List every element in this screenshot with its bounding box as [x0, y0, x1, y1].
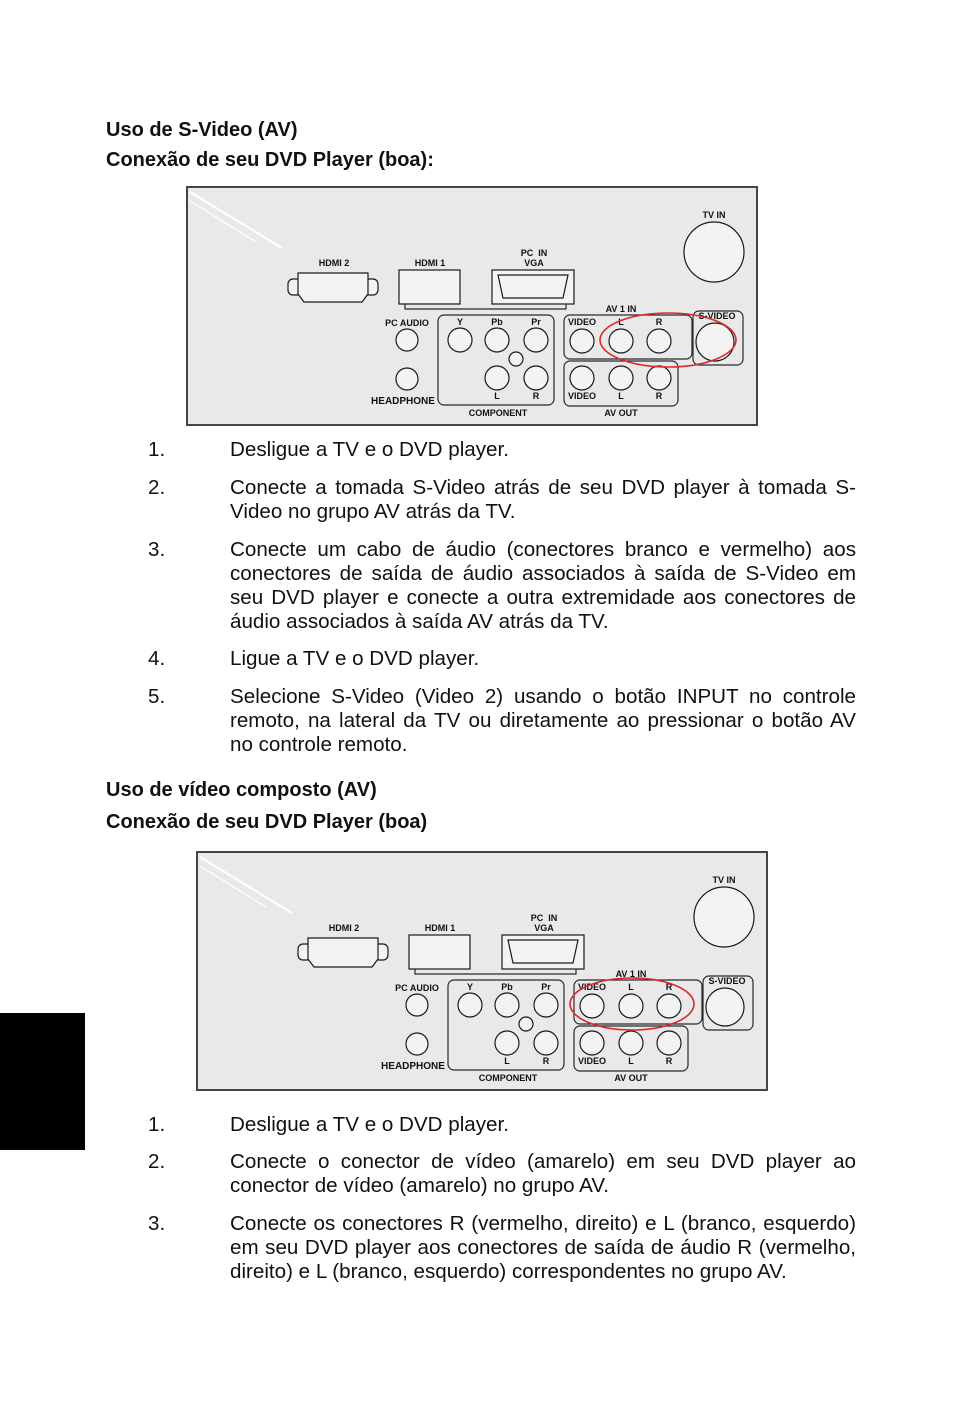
step-number: 3. [148, 1212, 166, 1235]
hdmi1-label: HDMI 1 [424, 923, 456, 933]
av-out-label: AV OUT [604, 408, 638, 418]
section-subheading: Conexão de seu DVD Player (boa): [106, 149, 434, 171]
av1-r-label: R [655, 317, 663, 327]
av1-in-label: AV 1 IN [605, 304, 637, 314]
av-out-r-label: R [665, 1056, 673, 1066]
s-video-label: S-VIDEO [698, 311, 736, 321]
headphone-label: HEADPHONE [371, 396, 435, 407]
section-subheading: Conexão de seu DVD Player (boa) [106, 811, 428, 833]
pc-audio-label: PC AUDIO [395, 983, 439, 993]
av-out-l-label: L [618, 391, 624, 401]
av-out-r-jack [657, 1031, 681, 1055]
step-number: 3. [148, 538, 166, 561]
step-text: Desligue a TV e o DVD player. [230, 1113, 509, 1136]
step-item [148, 538, 856, 634]
step-text: Selecione S-Video (Video 2) usando o botão INPUT no controle remoto, na lateral da TV ou diretamente ao pressionar o botão AV no controle remoto. [230, 685, 856, 756]
panel-diagram-composite-video [196, 851, 768, 1091]
pc-audio-jack [406, 994, 428, 1016]
hdmi2-label: HDMI 2 [318, 258, 350, 268]
component-audio-l-jack [485, 366, 509, 390]
component-label: COMPONENT [468, 408, 528, 418]
av1-l-jack [619, 994, 643, 1018]
av1-video-label: VIDEO [567, 317, 597, 327]
component-r-label: R [532, 391, 540, 401]
side-thumb-tab [0, 1013, 85, 1150]
av-out-video-jack [570, 366, 594, 390]
component-y-label: Y [466, 982, 474, 992]
step-text: Ligue a TV e o DVD player. [230, 647, 480, 670]
av-out-label: AV OUT [614, 1073, 648, 1083]
hdmi1-label: HDMI 1 [414, 258, 446, 268]
tv-rear-panel-diagram [186, 186, 758, 426]
pc-in-label: PC IN [530, 913, 558, 923]
component-pb-jack [495, 993, 519, 1017]
av-out-l-label: L [628, 1056, 634, 1066]
step-text: Conecte um cabo de áudio (conectores branco e vermelho) aos conectores de saída de áudio associados à saída de S-Video em seu DVD player e conecte a outra extremidade aos conectores de áudio associados à saída AV atrás da TV. [230, 538, 856, 633]
hdmi2-port [308, 938, 378, 967]
component-pr-jack [524, 328, 548, 352]
step-item [148, 438, 856, 462]
tv-in-jack [694, 887, 754, 947]
component-pr-jack [534, 993, 558, 1017]
av1-l-label: L [628, 982, 634, 992]
step-text: Conecte o conector de vídeo (amarelo) em seu DVD player ao conector de vídeo (amarelo) no grupo AV. [230, 1150, 856, 1197]
step-number: 2. [148, 476, 166, 499]
tv-in-label: TV IN [712, 875, 736, 885]
step-number: 1. [148, 1113, 166, 1136]
tv-in-jack [684, 222, 744, 282]
component-pr-label: Pr [531, 317, 541, 327]
av-out-l-jack [619, 1031, 643, 1055]
headphone-jack [396, 368, 418, 390]
step-item [148, 685, 856, 757]
av1-l-label: L [618, 317, 624, 327]
pc-audio-jack [396, 329, 418, 351]
vga-label: VGA [524, 258, 544, 268]
av-out-video-label: VIDEO [577, 1056, 607, 1066]
component-audio-r-jack [524, 366, 548, 390]
s-video-jack [706, 988, 744, 1026]
component-pr-label: Pr [541, 982, 551, 992]
section-heading: Uso de S-Video (AV) [106, 119, 298, 141]
av1-r-label: R [665, 982, 673, 992]
av-out-video-jack [580, 1031, 604, 1055]
step-number: 5. [148, 685, 166, 708]
tv-in-label: TV IN [702, 210, 726, 220]
component-audio-r-jack [534, 1031, 558, 1055]
av-out-r-jack [647, 366, 671, 390]
headphone-label: HEADPHONE [381, 1061, 445, 1072]
panel-diagram-s-video [186, 186, 758, 426]
step-item [148, 1212, 856, 1284]
component-center-jack [509, 352, 523, 366]
component-audio-l-jack [495, 1031, 519, 1055]
av-out-r-label: R [655, 391, 663, 401]
av1-video-label: VIDEO [577, 982, 607, 992]
component-pb-label: Pb [491, 317, 503, 327]
vga-label: VGA [534, 923, 554, 933]
av1-in-label: AV 1 IN [615, 969, 647, 979]
panel-background [197, 852, 767, 1090]
component-pb-jack [485, 328, 509, 352]
panel-background [187, 187, 757, 425]
component-y-jack [458, 993, 482, 1017]
hdmi2-label: HDMI 2 [328, 923, 360, 933]
av1-l-jack [609, 329, 633, 353]
hdmi2-port [298, 273, 368, 302]
step-item [148, 476, 856, 524]
pc-in-label: PC IN [520, 248, 548, 258]
av-out-video-label: VIDEO [567, 391, 597, 401]
av1-r-jack [647, 329, 671, 353]
step-text: Conecte a tomada S-Video atrás de seu DVD player à tomada S-Video no grupo AV atrás da TV. [230, 476, 856, 523]
step-item [148, 1113, 856, 1137]
vga-port-socket [508, 940, 578, 963]
av1-video-jack [580, 994, 604, 1018]
step-number: 2. [148, 1150, 166, 1173]
component-center-jack [519, 1017, 533, 1031]
headphone-jack [406, 1033, 428, 1055]
hdmi1-port [409, 935, 470, 969]
s-video-label: S-VIDEO [708, 976, 746, 986]
component-pb-label: Pb [501, 982, 513, 992]
av1-r-jack [657, 994, 681, 1018]
section-heading: Uso de vídeo composto (AV) [106, 779, 377, 801]
step-text: Conecte os conectores R (vermelho, direito) e L (branco, esquerdo) em seu DVD player aos conectores de saída de áudio R (vermelho, direito) e L (branco, esquerdo) correspondentes no grupo AV. [230, 1212, 856, 1283]
av-out-l-jack [609, 366, 633, 390]
hdmi1-port [399, 270, 460, 304]
step-item [148, 647, 856, 671]
av1-video-jack [570, 329, 594, 353]
s-video-jack [696, 323, 734, 361]
component-y-label: Y [456, 317, 464, 327]
step-item [148, 1150, 856, 1198]
step-number: 1. [148, 438, 166, 461]
component-l-label: L [504, 1056, 510, 1066]
component-y-jack [448, 328, 472, 352]
step-number: 4. [148, 647, 166, 670]
tv-rear-panel-diagram [196, 851, 768, 1091]
component-r-label: R [542, 1056, 550, 1066]
component-label: COMPONENT [478, 1073, 538, 1083]
component-l-label: L [494, 391, 500, 401]
vga-port-socket [498, 275, 568, 298]
step-text: Desligue a TV e o DVD player. [230, 438, 509, 461]
pc-audio-label: PC AUDIO [385, 318, 429, 328]
